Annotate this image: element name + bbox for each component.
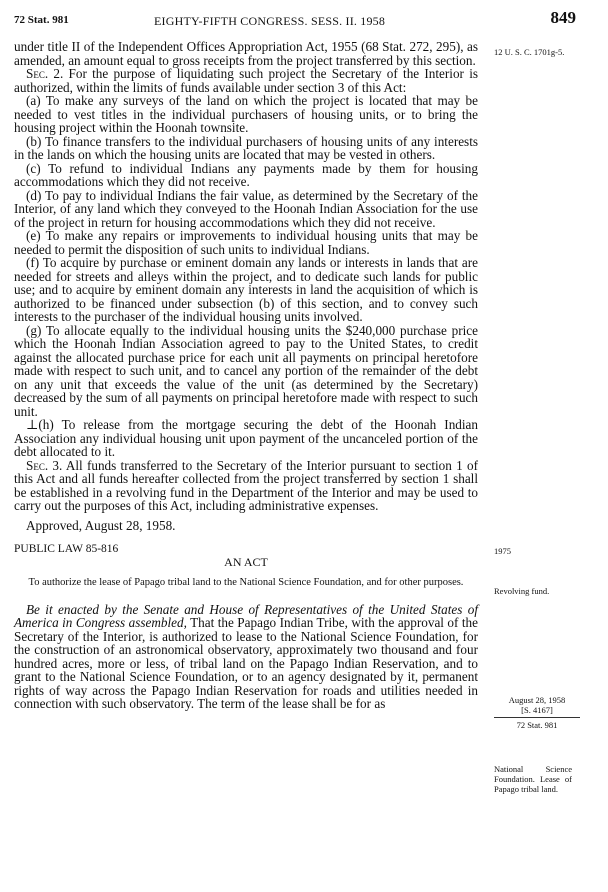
intro-paragraph: under title II of the Independent Offices Appropriation Act, 1955 (68 Stat. 272, 295), as amended, an amount equal to gross receipts from the project transferred by this section. xyxy=(14,39,478,68)
public-law-number: PUBLIC LAW 85-816 xyxy=(14,542,119,555)
main-text-column xyxy=(14,40,478,724)
running-head: EIGHTY-FIFTH CONGRESS. SESS. II. 1958 xyxy=(154,14,386,28)
margin-note-nsf: National Science Foundation. Lease of Papago tribal land. xyxy=(494,764,572,794)
margin-divider xyxy=(494,717,580,718)
enacting-text: That the Papago Indian Tribe, with the approval of the Secretary of the Interior, is authorized to lease to the National Science Foundation, for the construction of an astronomical observatory, approximately two thousand and four hundred acres, more or less, of tribal land on the Papago Indian Reservation, and to grant to the National Science Foundation, or to an agency designated by it, permanent rights of way across the Papago Indian Reservation for roads and utilities needed in connection with such observatory. The term of the lease shall be for as xyxy=(14,615,478,711)
approval-line: Approved, August 28, 1958. xyxy=(26,517,176,533)
margin-note-usc: 12 U. S. C. 1701g-5. xyxy=(494,47,565,57)
section-3-paragraph xyxy=(14,459,478,513)
margin-note-revolving-fund: Revolving fund. xyxy=(494,586,550,596)
subsection-d: (d) To pay to individual Indians the fair value, as determined by the Secretary of the Interior, of any land which they conveyed to the Hoonah Indian Association for the use of the project in return for housing accommodations which they did not receive. xyxy=(14,187,478,230)
section-3-label: Sec. 3. xyxy=(26,457,63,473)
margin-bill-info xyxy=(494,695,580,730)
section-2-text: For the purpose of liquidating such project the Secretary of the Interior is authorized, within the limits of funds available under section 3 of this Act: xyxy=(14,66,478,95)
subsection-b: (b) To finance transfers to the individual purchasers of housing units of any interests in the lands on which the housing units are located that may be vested in others. xyxy=(14,133,478,162)
section-2-label: Sec. 2. xyxy=(26,66,64,81)
subsection-a: (a) To make any surveys of the land on which the project is located that may be needed to vest titles in the individual purchasers of housing units, or to bring the housing project within the Hoonah townsite. xyxy=(14,93,478,135)
subsection-e: (e) To make any repairs or improvements to individual housing units that may be needed to permit the disposition of such units to individual Indians. xyxy=(14,228,478,257)
margin-bill-number: [S. 4167] xyxy=(521,705,553,715)
margin-date: August 28, 1958 xyxy=(508,695,566,705)
stat-reference: 72 Stat. 981 xyxy=(14,14,69,26)
margin-stat: 72 Stat. 981 xyxy=(516,720,558,730)
enacting-clause xyxy=(14,603,478,711)
subsection-g: (g) To allocate equally to the individual housing units the $240,000 purchase price which the Hoonah Indian Association agreed to pay to the United States, to credit against the allocated purchase price for each unit all payments on principal heretofore made with respect to such unit, and to cancel any portion of the remainder of the debt on any unit that exceeds the value of the unit (as determined by the Secretary) decreased by the sum of all payments on principal heretofore made with respect to such unit. xyxy=(14,322,478,419)
subsection-h: ⊥(h) To release from the mortgage securing the debt of the Hoonah Indian Association any individual housing unit upon payment of the uncanceled portion of the debt allocated to it. xyxy=(14,417,478,459)
enacting-formula: Be it enacted by the Senate and House of Representatives of the United States of America in Congress assembled, xyxy=(14,601,478,630)
page-header xyxy=(14,8,598,30)
section-3-text: All funds transferred to the Secretary of the Interior pursuant to section 1 of this Act and all funds hereafter collected from the project transferred by section 1 shall be established in a revolving fund in the Department of the Interior and may be used to carry out the purposes of this Act, including administrative expenses. xyxy=(14,457,478,513)
margin-note-1975: 1975 xyxy=(494,546,511,556)
act-title: AN ACT xyxy=(224,554,268,569)
page-number: 849 xyxy=(550,8,576,27)
subsection-f: (f) To acquire by purchase or eminent domain any lands or interests in lands that are needed for streets and alleys within the project, and to dedicate such lands for public use; and to acquire by eminent domain any interests in land the acquisition of which is authorized to be financed under subsection (b) of this section, and to convey such interests to the purchaser of the individual housing units involved. xyxy=(14,255,478,324)
section-2-paragraph xyxy=(14,67,478,94)
subsection-c: (c) To refund to individual Indians any payments made by them for housing accommodations which they did not receive. xyxy=(14,160,478,189)
act-subtitle: To authorize the lease of Papago tribal land to the National Science Foundation, and for other purposes. xyxy=(28,576,464,588)
